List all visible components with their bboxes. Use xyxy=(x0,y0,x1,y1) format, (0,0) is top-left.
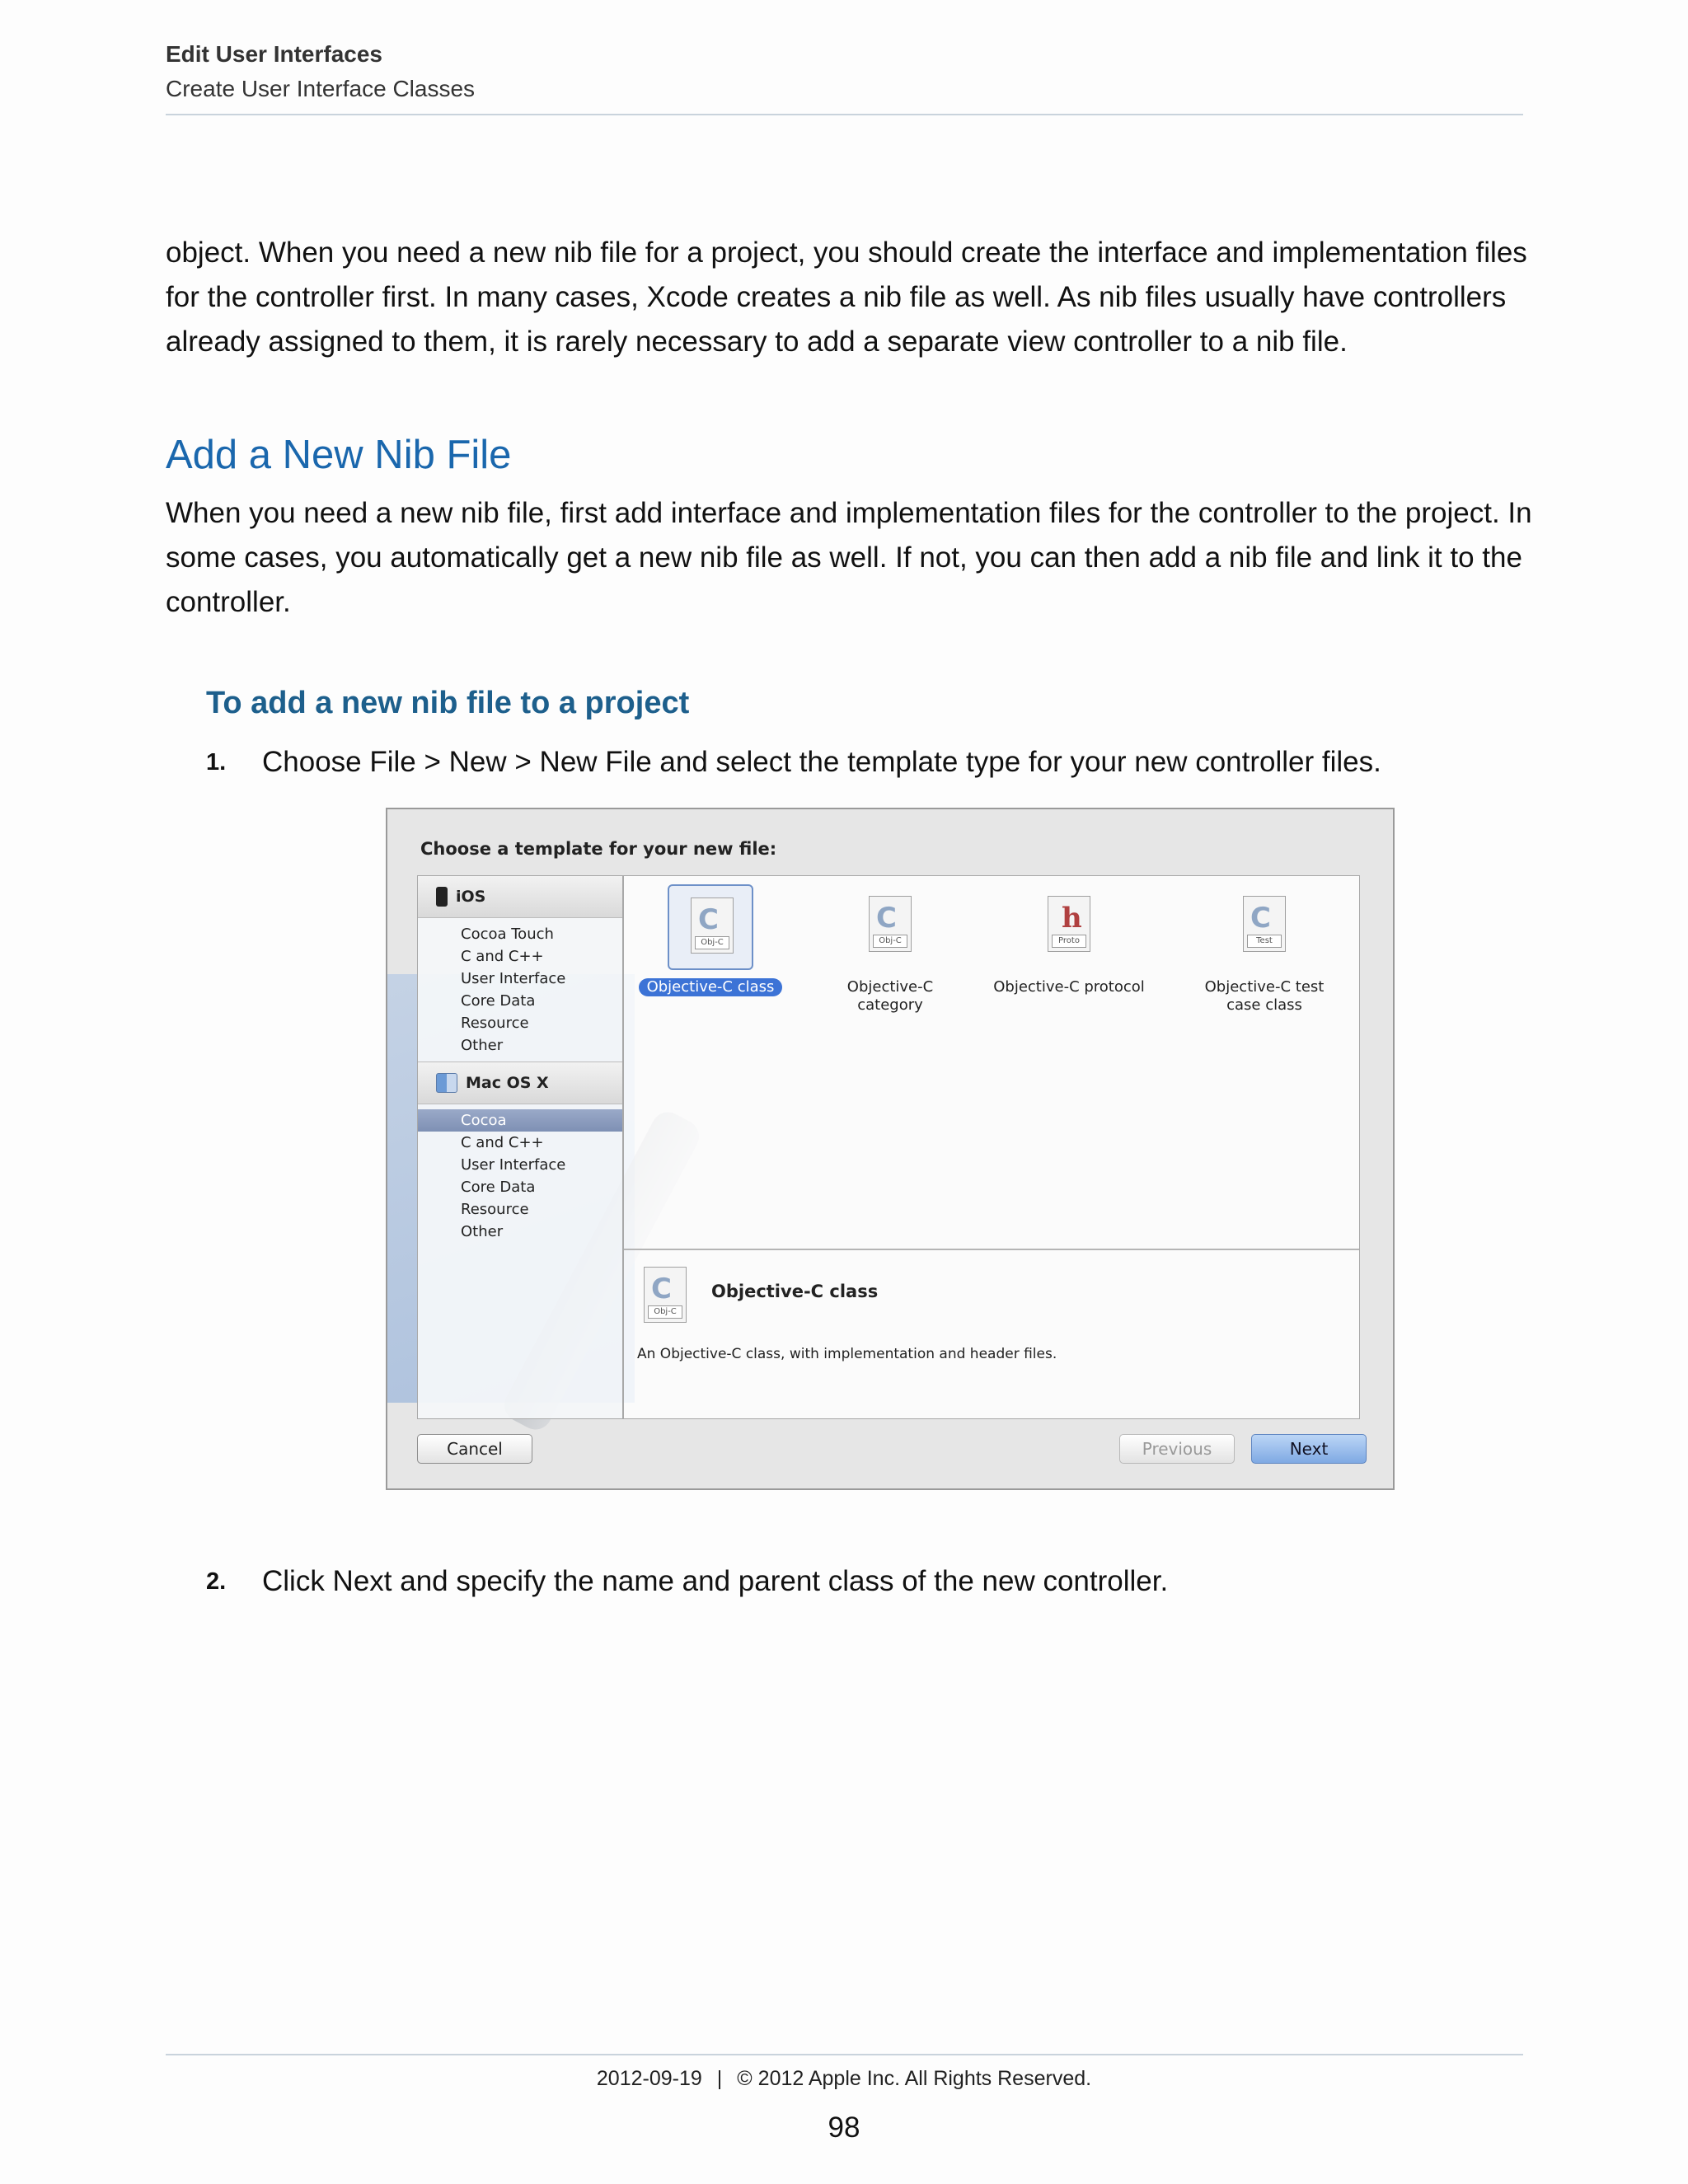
step-text: Click Next and specify the name and parent class of the new controller. xyxy=(262,1565,1169,1597)
template-chooser-dialog xyxy=(386,808,1395,1490)
objc-category-file-icon: C Obj-C xyxy=(869,896,912,952)
category-item[interactable]: C and C++ xyxy=(461,1134,544,1151)
category-item[interactable]: Other xyxy=(461,1223,504,1240)
template-objc-class[interactable] xyxy=(624,884,797,996)
step-number: 2. xyxy=(206,1568,227,1595)
finder-icon xyxy=(436,1073,457,1093)
macosx-category-list xyxy=(418,1104,622,1248)
step-text: Choose File > New > New File and select the template type for your new controller files. xyxy=(262,746,1381,778)
previous-button[interactable]: Previous xyxy=(1119,1434,1235,1464)
footer-separator: | xyxy=(716,2067,723,2090)
step-number: 1. xyxy=(206,749,227,776)
description-title: Objective-C class xyxy=(711,1282,879,1301)
group-header-ios xyxy=(418,876,622,918)
group-label: iOS xyxy=(456,888,486,906)
task-heading: To add a new nib file to a project xyxy=(206,686,690,720)
section-subtitle: Create User Interface Classes xyxy=(166,76,476,101)
template-content-pane xyxy=(623,875,1360,1419)
next-button[interactable]: Next xyxy=(1251,1434,1367,1464)
cancel-button[interactable]: Cancel xyxy=(417,1434,532,1464)
template-label: Objective-C category xyxy=(846,978,934,1014)
page-footer xyxy=(0,2067,1688,2091)
template-objc-protocol[interactable] xyxy=(970,884,1168,996)
template-category-sidebar xyxy=(417,875,623,1419)
template-objc-category[interactable] xyxy=(804,884,977,1015)
template-label: Objective-C class xyxy=(639,978,783,996)
intro-paragraph: object. When you need a new nib file for a project, you should create the interface and implementation files for the controller first. In many cases, Xcode creates a nib file as well. As nib files usually have controllers already assigned to them, it is rarely necessary to add a separate view controller to a nib file. xyxy=(166,237,1527,358)
category-item[interactable]: Cocoa Touch xyxy=(461,926,554,943)
dialog-title: Choose a template for your new file: xyxy=(420,839,777,859)
ios-category-list xyxy=(418,918,622,1062)
template-label: Objective-C test case class xyxy=(1204,978,1325,1014)
header-divider xyxy=(166,114,1523,115)
template-label: Objective-C protocol xyxy=(993,978,1145,996)
footer-copyright: © 2012 Apple Inc. All Rights Reserved. xyxy=(737,2067,1092,2090)
category-item[interactable]: Core Data xyxy=(461,992,536,1010)
section-paragraph: When you need a new nib file, first add interface and implementation files for the controller to the project. In some cases, you automatically get a new nib file as well. If not, you can then add a nib file and link it to the controller. xyxy=(166,497,1532,618)
category-item[interactable]: Other xyxy=(461,1037,504,1054)
category-item[interactable]: User Interface xyxy=(461,1156,566,1174)
category-item[interactable]: C and C++ xyxy=(461,948,544,965)
category-item[interactable]: Resource xyxy=(461,1015,529,1032)
template-description xyxy=(624,1249,1359,1418)
group-label: Mac OS X xyxy=(466,1074,549,1092)
description-text: An Objective-C class, with implementation and header files. xyxy=(637,1346,1057,1362)
footer-divider xyxy=(166,2054,1523,2055)
objc-file-icon: C Obj-C xyxy=(644,1267,687,1323)
chapter-title: Edit User Interfaces xyxy=(166,41,382,67)
page-header xyxy=(166,38,1523,105)
category-item[interactable]: Resource xyxy=(461,1201,529,1218)
page-number: 98 xyxy=(828,2111,860,2144)
protocol-file-icon: h Proto xyxy=(1048,896,1090,952)
template-objc-test-case[interactable] xyxy=(1178,884,1351,1015)
footer-date: 2012-09-19 xyxy=(596,2067,702,2090)
iphone-icon xyxy=(436,887,448,907)
category-item[interactable]: Core Data xyxy=(461,1179,536,1196)
section-heading: Add a New Nib File xyxy=(166,433,512,477)
objc-file-icon: C Obj-C xyxy=(691,898,734,954)
group-header-macosx xyxy=(418,1062,622,1104)
template-grid xyxy=(624,876,1359,1250)
test-file-icon: C Test xyxy=(1243,896,1286,952)
category-item[interactable]: User Interface xyxy=(461,970,566,987)
category-item-selected[interactable]: Cocoa xyxy=(418,1109,622,1132)
